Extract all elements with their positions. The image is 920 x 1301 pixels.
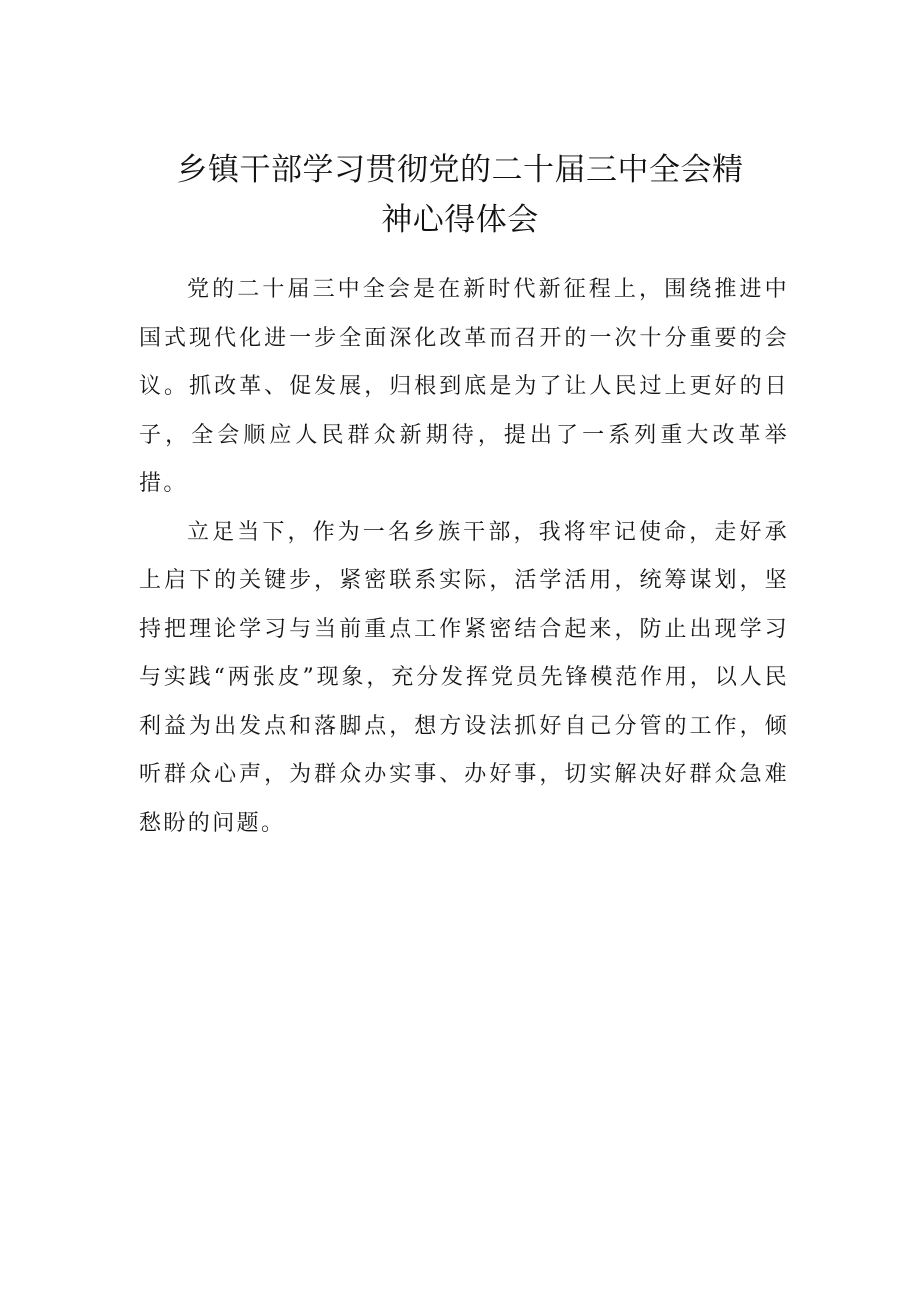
- paragraph-1: 党的二十届三中全会是在新时代新征程上，围绕推进中国式现代化进一步全面深化改革而召开的一次十分重要的会议。抓改革、促发展，归根到底是为了让人民过上更好的日子，全会顺应人民群众新期待，提出了一系列重大改革举措。: [139, 277, 789, 496]
- document-body: [139, 266, 789, 848]
- document-title: [100, 145, 820, 245]
- title-line-2: 神心得体会: [381, 202, 539, 238]
- title-line-1: 乡镇干部学习贯彻党的二十届三中全会精: [176, 152, 744, 188]
- paragraph-2: 立足当下，作为一名乡族干部，我将牢记使命，走好承上启下的关键步，紧密联系实际，活学活用，统筹谋划，坚持把理论学习与当前重点工作紧密结合起来，防止出现学习与实践“两张皮”现象，充分发挥党员先锋模范作用，以人民利益为出发点和落脚点，想方设法抓好自己分管的工作，倾听群众心声，为群众办实事、办好事，切实解决好群众急难愁盼的问题。: [139, 519, 789, 836]
